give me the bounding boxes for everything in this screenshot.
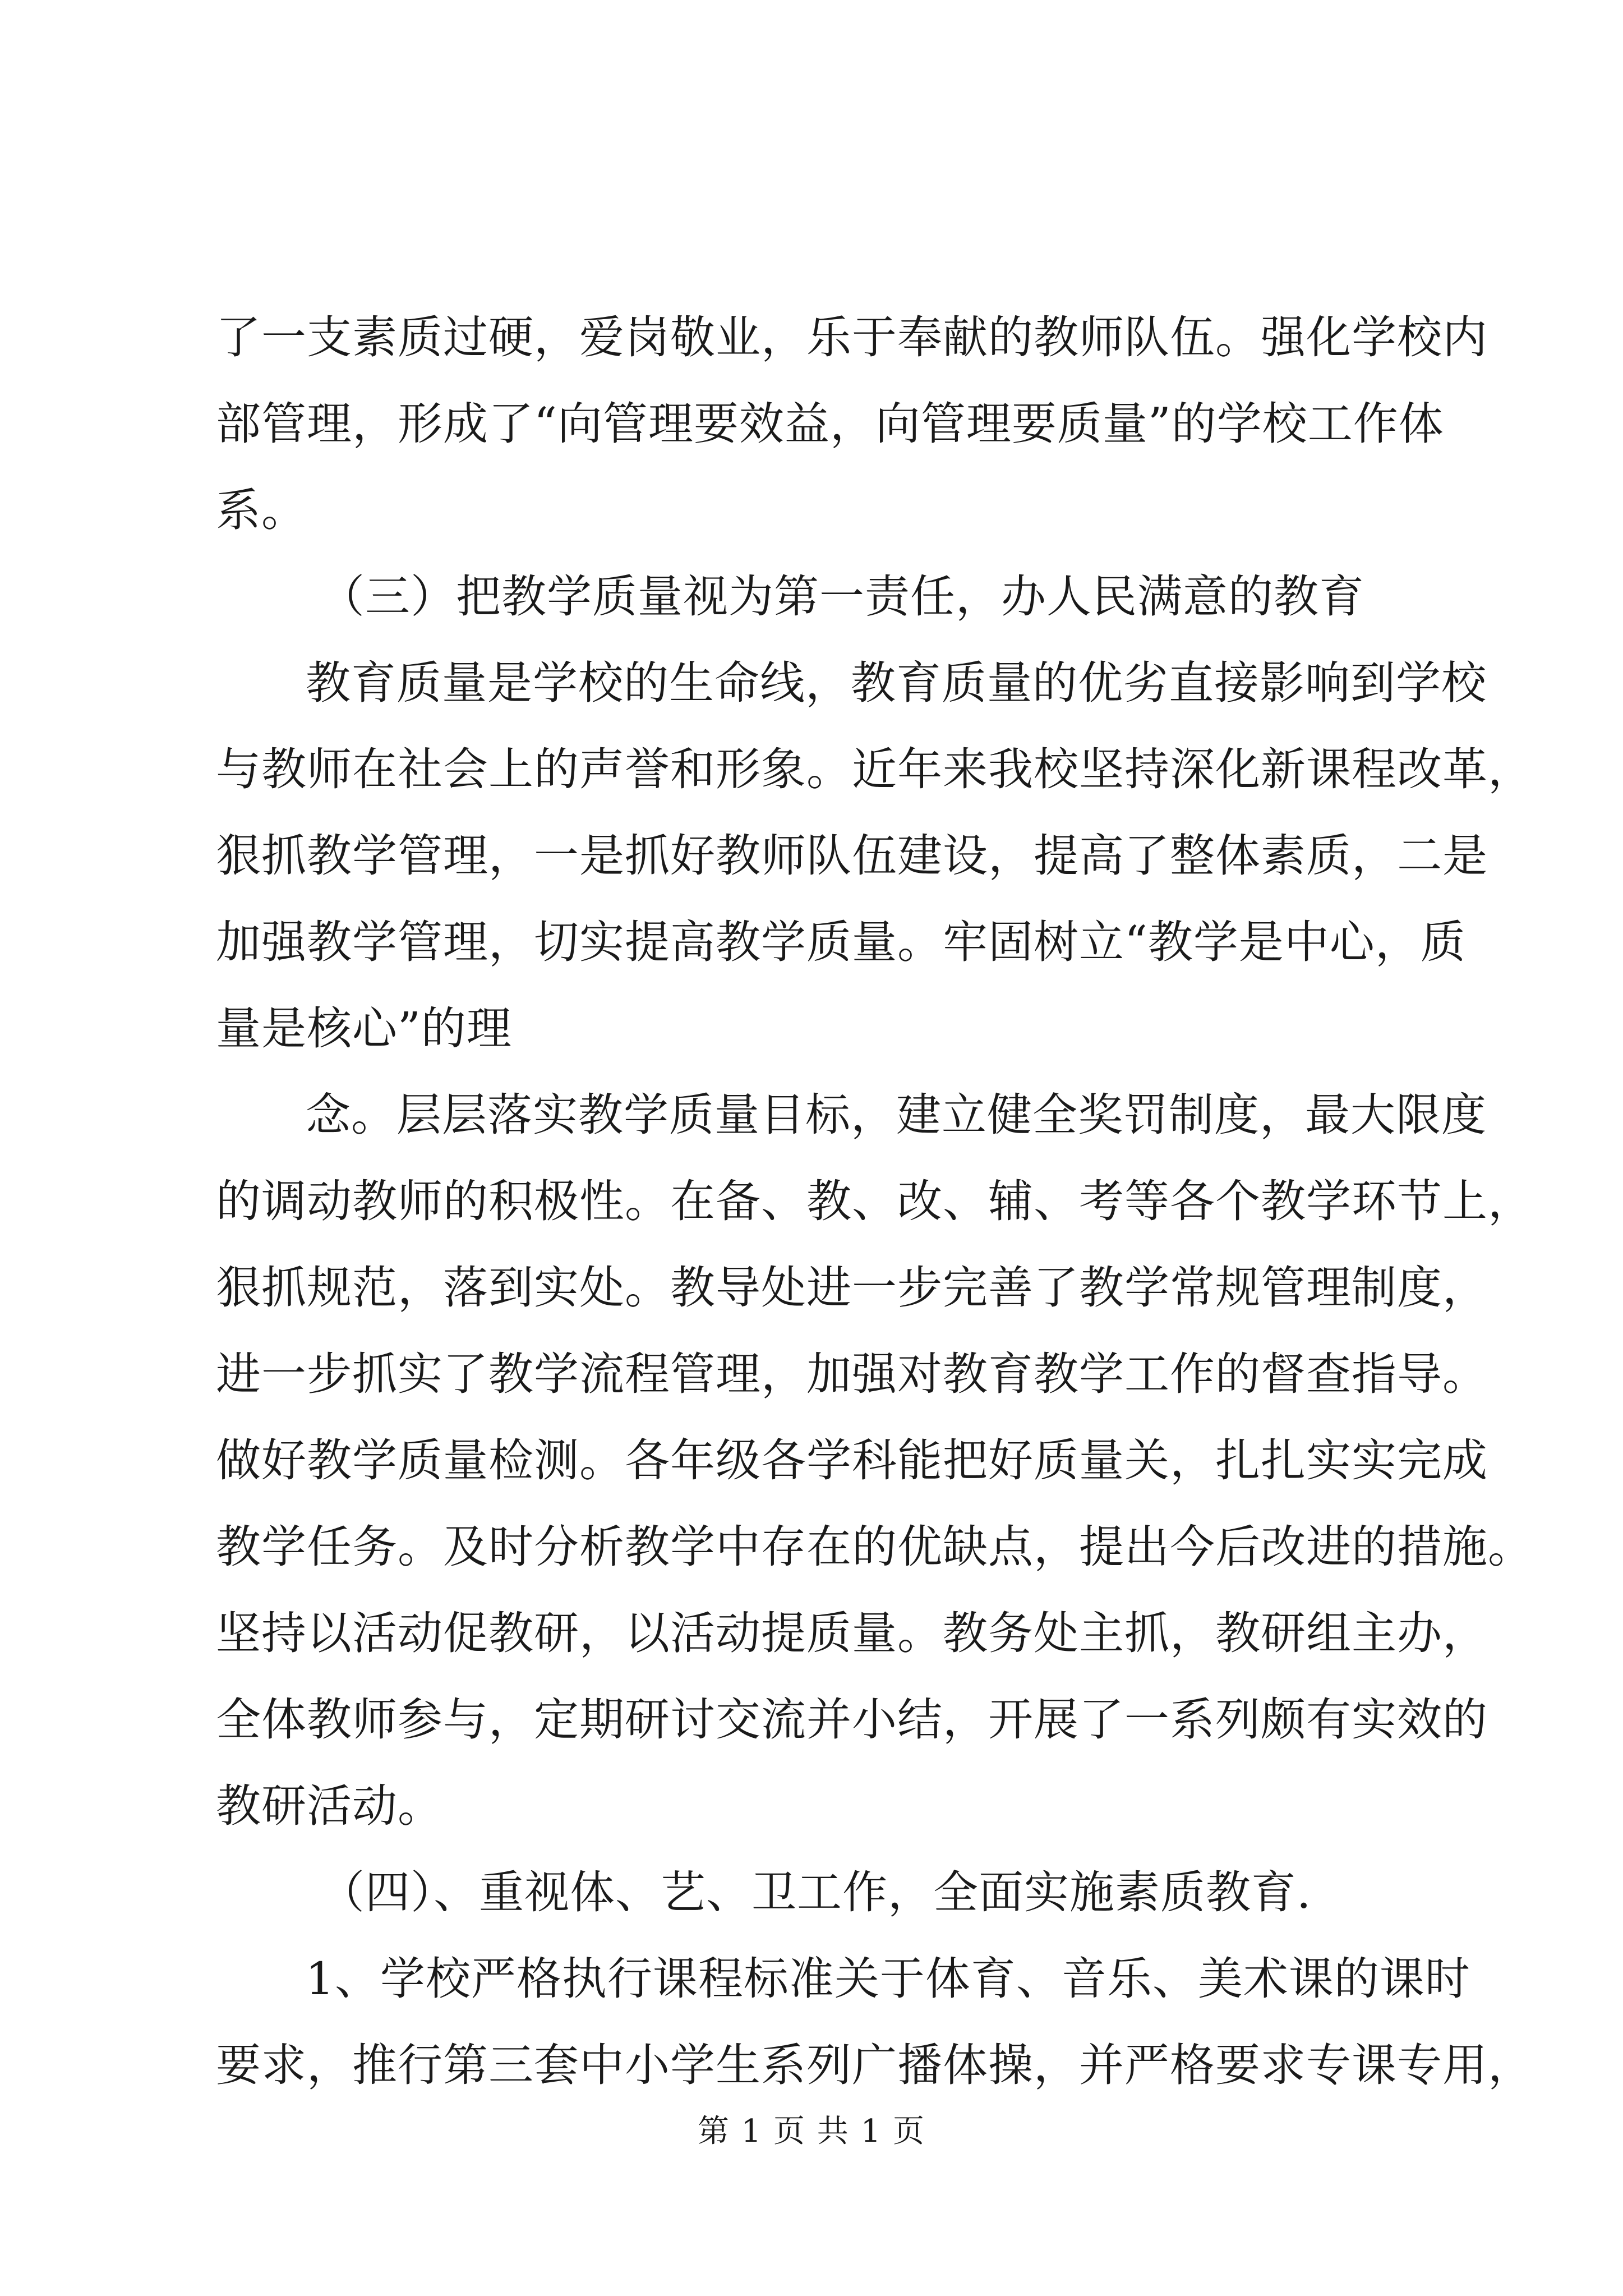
- paragraph-line: 坚持以活动促教研，以活动提质量。教务处主抓，教研组主办，: [216, 1607, 1488, 1659]
- paragraph-line: 教育质量是学校的生命线，教育质量的优劣直接影响到学校: [306, 657, 1487, 709]
- paragraph-line: 要求，推行第三套中小学生系列广播体操，并严格要求专课专用，: [216, 2039, 1533, 2091]
- paragraph-line: 了一支素质过硬，爱岗敬业，乐于奉献的教师队伍。强化学校内: [216, 311, 1488, 364]
- paragraph-line: 的调动教师的积极性。在备、教、改、辅、考等各个教学环节上，: [216, 1175, 1533, 1227]
- paragraph-line: 做好教学质量检测。各年级各学科能把好质量关，扎扎实实完成: [216, 1434, 1488, 1487]
- paragraph-line: 量是核心”的理: [216, 1002, 512, 1055]
- paragraph-line: 进一步抓实了教学流程管理，加强对教育教学工作的督查指导。: [216, 1348, 1488, 1400]
- paragraph-line: 部管理，形成了“向管理要效益，向管理要质量”的学校工作体: [216, 398, 1444, 450]
- paragraph-line: 狠抓规范，落到实处。教导处进一步完善了教学常规管理制度，: [216, 1262, 1488, 1314]
- section-heading-3: （三）把教学质量视为第一责任，办人民满意的教育: [320, 570, 1364, 623]
- paragraph-line: 教学任务。及时分析教学中存在的优缺点，提出今后改进的措施。: [216, 1521, 1533, 1573]
- paragraph-line: 念。层层落实教学质量目标，建立健全奖罚制度，最大限度: [306, 1089, 1487, 1141]
- paragraph-line: 加强教学管理，切实提高教学质量。牢固树立“教学是中心，质: [216, 916, 1466, 968]
- paragraph-line: 与教师在社会上的声誉和形象。近年来我校坚持深化新课程改革，: [216, 743, 1533, 795]
- page-footer: 第 1 页 共 1 页: [697, 2113, 926, 2150]
- document-body: [216, 295, 1533, 2109]
- section-heading-4: （四）、重视体、艺、卫工作，全面实施素质教育.: [320, 1866, 1312, 1918]
- paragraph-line: 系。: [216, 484, 307, 536]
- paragraph-line: 教研活动。: [216, 1780, 443, 1832]
- paragraph-line: 1、学校严格执行课程标准关于体育、音乐、美术课的课时: [306, 1953, 1470, 2005]
- paragraph-line: 狠抓教学管理，一是抓好教师队伍建设，提高了整体素质，二是: [216, 830, 1488, 882]
- paragraph-line: 全体教师参与，定期研讨交流并小结，开展了一系列颇有实效的: [216, 1694, 1488, 1746]
